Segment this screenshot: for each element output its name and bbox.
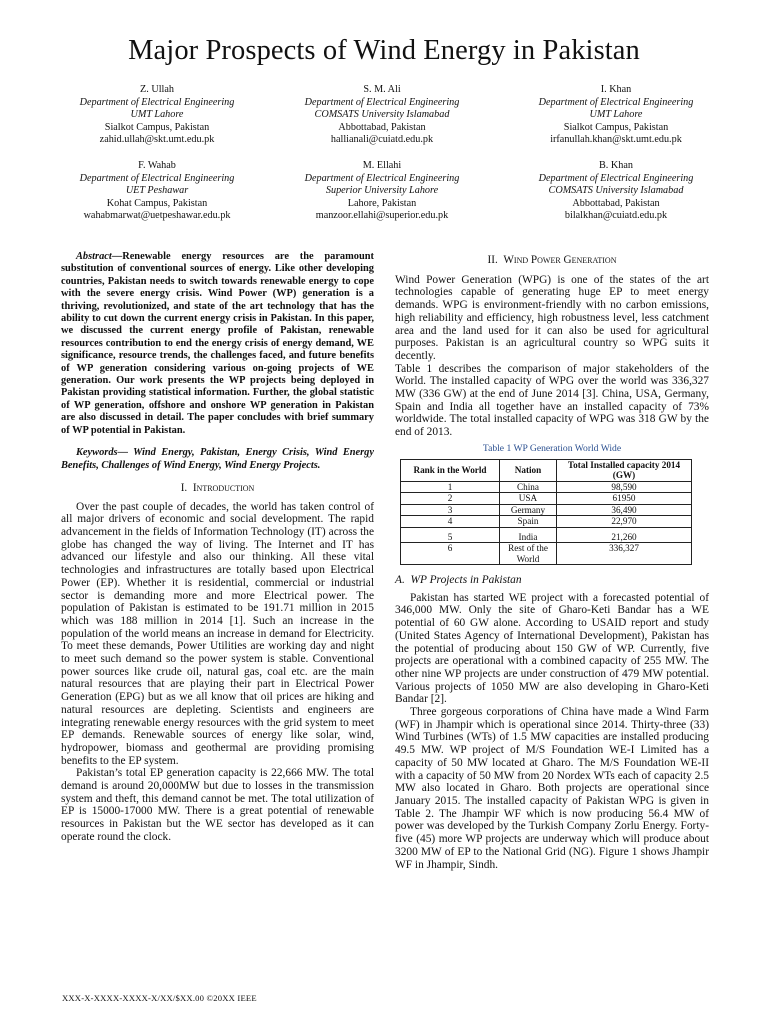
- section-title: Introduction: [192, 481, 255, 494]
- left-column: [61, 251, 374, 844]
- author-department: Department of Electrical Engineering: [304, 172, 460, 184]
- subsection-title: WP Projects in Pakistan: [410, 574, 522, 587]
- table-cell: 61950: [557, 493, 692, 505]
- abstract-label: Abstract: [76, 251, 112, 262]
- table-cell: USA: [500, 493, 557, 505]
- abstract: [61, 251, 374, 437]
- author-name: F. Wahab: [138, 160, 176, 171]
- wpg-paragraph: Wind Power Generation (WPG) is one of the states of the art technologies capable of generating huge EP to meet energy demands. WPG is environment-friendly with no carbon emissions, high reliability and efficiency, high robustness level, less catchment area and the land used for it can also be used for agricultural purposes. Pakistan is an agricultural country so WPG suits it decently.: [395, 273, 709, 362]
- table-cell: 5: [401, 527, 500, 543]
- column-header: Total Installed capacity 2014 (GW): [557, 459, 692, 481]
- section-title: Wind Power Generation: [503, 254, 617, 266]
- section-number: I.: [180, 481, 188, 494]
- author-name: S. M. Ali: [363, 84, 401, 95]
- author-department: Department of Electrical Engineering: [538, 172, 694, 184]
- table-cell: 6: [401, 543, 500, 565]
- author-block: [32, 84, 282, 147]
- table-row: [401, 504, 692, 516]
- copyright-footer: XXX-X-XXXX-XXXX-X/XX/$XX.00 ©20XX IEEE: [62, 993, 257, 1003]
- table-row: [401, 543, 692, 565]
- author-email: bilalkhan@cuiatd.edu.pk: [564, 210, 668, 221]
- author-email: irfanullah.khan@skt.umt.edu.pk: [550, 134, 682, 145]
- table-cell: 3: [401, 504, 500, 516]
- intro-paragraph: Over the past couple of decades, the world has taken control of all major drivers of economic and social development. The rapid advancement in the fields of Information Technology (IT) across the globe has changed the way of living. The Internet and IT has advanced our lifestyle and also our thinking. All these vital technologies and infrastructures are totally based upon Electrical Power (EP). Whether it is residential, commercial or industrial sector is demanding more and more Electrical power. The population of Pakistan is estimated to be 191.71 million in 2015 which was 188 million in 2014 [1]. Such an increase in the population of the world means an increase in demand for Electricity. To meet these demands, Power Utilities are working day and night to meet such demand so the power system is stable. Conventional power sources like crude oil, natural gas, coal etc. are the main natural resources that are playing their part in Electrical Power Generation (EPG) but as we all know that oil prices are hiking and natural resources are depleting. Scientists and engineers are integrating renewable energy resources with the grid system to meet EP demands. Renewable sources of energy like solar, wind, hydropower, biomass and geothermal are providing promising benefits to the EP system.: [61, 500, 374, 767]
- author-location: Abbottabad, Pakistan: [338, 121, 426, 133]
- table-row: [401, 527, 692, 543]
- abstract-text: Renewable energy resources are the paramount substitution of conventional sources of energy. Like other developing countries, Pakistan needs to switch towards renewable energy to cope with the severe energy crisis. Wind Power (WP) generation is a thriving, revolutionized, and state of the art technology that has the ability to cut down the current energy crisis in Pakistan. In this paper, we discussed the current energy profile of Pakistan, renewable resources contribution to end the energy crisis of energy demand, WE significance, resource trends, the challenges faced, and future benefits of WP generation considering various on-going projects of WE generation. Our work presents the WP projects being deployed in Pakistan providing statistical information. Further, the global statistic of WP generation, offshore and onshore WP generation in Pakistan are also discussed in detail. The paper concludes with brief summary of WP potential in Pakistan.: [61, 251, 374, 436]
- column-header: Rank in the World: [401, 459, 500, 481]
- table-cell: Rest of the World: [500, 543, 557, 565]
- column-header: Nation: [500, 459, 557, 481]
- author-name: Z. Ullah: [140, 84, 174, 95]
- author-department: Department of Electrical Engineering: [538, 96, 694, 108]
- author-block: [32, 160, 282, 223]
- author-name: M. Ellahi: [362, 160, 402, 171]
- author-department: Department of Electrical Engineering: [79, 96, 235, 108]
- author-location: Sialkot Campus, Pakistan: [104, 121, 210, 133]
- author-department: Department of Electrical Engineering: [79, 172, 235, 184]
- author-block: [257, 160, 507, 223]
- table-cell: India: [500, 527, 557, 543]
- table-cell: 22,970: [557, 516, 692, 528]
- table-cell: 4: [401, 516, 500, 528]
- table-cell: 21,260: [557, 527, 692, 543]
- author-organization: UET Peshawar: [125, 185, 189, 196]
- table-row: [401, 493, 692, 505]
- abstract-dash: —: [111, 251, 123, 262]
- author-email: wahabmarwat@uetpeshawar.edu.pk: [83, 210, 231, 221]
- author-email: zahid.ullah@skt.umt.edu.pk: [99, 134, 215, 145]
- table-cell: Germany: [500, 504, 557, 516]
- author-organization: COMSATS University Islamabad: [548, 185, 684, 196]
- wpg-paragraph: Table 1 describes the comparison of major stakeholders of the World. The installed capacity of WPG over the world was 336,327 MW (336 GW) at the end of June 2014 [3]. China, USA, Germany, Spain and India all together have an installed capacity of 73% worldwide. The total installed capacity of WPG was 318 GW by the end of 2013.: [395, 362, 709, 439]
- right-column: [395, 254, 709, 871]
- author-location: Lahore, Pakistan: [347, 197, 417, 209]
- table-header-row: [401, 459, 692, 481]
- author-organization: UMT Lahore: [589, 109, 643, 120]
- section-number: II.: [487, 254, 498, 266]
- author-location: Sialkot Campus, Pakistan: [563, 121, 669, 133]
- author-block: [491, 84, 741, 147]
- subsection-heading-wp-projects: [395, 574, 709, 587]
- wp-generation-table: [400, 459, 692, 566]
- author-block: [491, 160, 741, 223]
- projects-paragraph: Three gorgeous corporations of China have made a Wind Farm (WF) in Jhampir which is operational since 2014. Thirty-three (33) Wind Turbines (WTs) of 1.5 MW capacities are installed producing 49.5 MW. WP project of M/S Foundation WE-I Limited has a capacity of 50 MW located at Gharo. The M/S Foundation WE-II with a capacity of 50 MW from 20 Nordex WTs each of capacity 2.5 MW also located in Gharo. Both projects are operational since January 2015. The installed capacity of Pakistan WPG is given in Table 2. The Jhampir WF which is now producing 56.4 MW of power was developed by the Turkish Company Zorlu Energy. Forty-five (45) more WP projects are underway which will produce about 3200 MW of EP to the National Grid (NG). Figure 1 shows Jhampir WF in Jhampir, Sindh.: [395, 706, 709, 871]
- table-cell: 2: [401, 493, 500, 505]
- author-organization: COMSATS University Islamabad: [314, 109, 450, 120]
- author-department: Department of Electrical Engineering: [304, 96, 460, 108]
- table-cell: 336,327: [557, 543, 692, 565]
- table-row: [401, 516, 692, 528]
- subsection-label: A.: [395, 574, 405, 587]
- table-cell: 36,490: [557, 504, 692, 516]
- table-cell: Spain: [500, 516, 557, 528]
- author-block: [257, 84, 507, 147]
- author-email: manzoor.ellahi@superior.edu.pk: [315, 210, 449, 221]
- section-heading-wind-power: [395, 254, 709, 267]
- projects-paragraph: Pakistan has started WE project with a forecasted potential of 346,000 MW. Only the site of Gharo-Keti Bandar has a WE potential of 60 GW alone. According to USAID report and study (United States Agency of International Development), Pakistan has the potential of producing about 150 GW of WP. Currently, five projects are operational with a combined capacity of 255 MW. The other nine WP projects are under construction of 479 MW potential. Various projects of 1050 MW are also developing in Gharo-Keti Bandar [2].: [395, 591, 709, 706]
- table-cell: 98,590: [557, 481, 692, 493]
- table-caption: Table 1 WP Generation World Wide: [482, 442, 622, 454]
- author-organization: Superior University Lahore: [325, 185, 439, 196]
- table-cell: 1: [401, 481, 500, 493]
- author-location: Kohat Campus, Pakistan: [106, 197, 208, 209]
- table-cell: China: [500, 481, 557, 493]
- author-name: B. Khan: [599, 160, 633, 171]
- section-heading-introduction: [61, 482, 374, 495]
- intro-paragraph: Pakistan’s total EP generation capacity is 22,666 MW. The total demand is around 20,000MW but due to losses in the transmission system and theft, this demand cannot be met. The total utilization of EP is 15000-17000 MW. There is a great potential of renewable resources in Pakistan but the WE sector has developed as it can operate round the clock.: [61, 767, 374, 843]
- table-row: [401, 481, 692, 493]
- author-location: Abbottabad, Pakistan: [572, 197, 660, 209]
- author-email: hallianali@cuiatd.edu.pk: [330, 134, 434, 145]
- author-organization: UMT Lahore: [130, 109, 184, 120]
- author-name: I. Khan: [600, 84, 632, 95]
- keywords: Keywords— Wind Energy, Pakistan, Energy Crisis, Wind Energy Benefits, Challenges of Wind Energy, Wind Energy Projects.: [61, 447, 374, 471]
- paper-title: Major Prospects of Wind Energy in Pakistan: [128, 35, 640, 66]
